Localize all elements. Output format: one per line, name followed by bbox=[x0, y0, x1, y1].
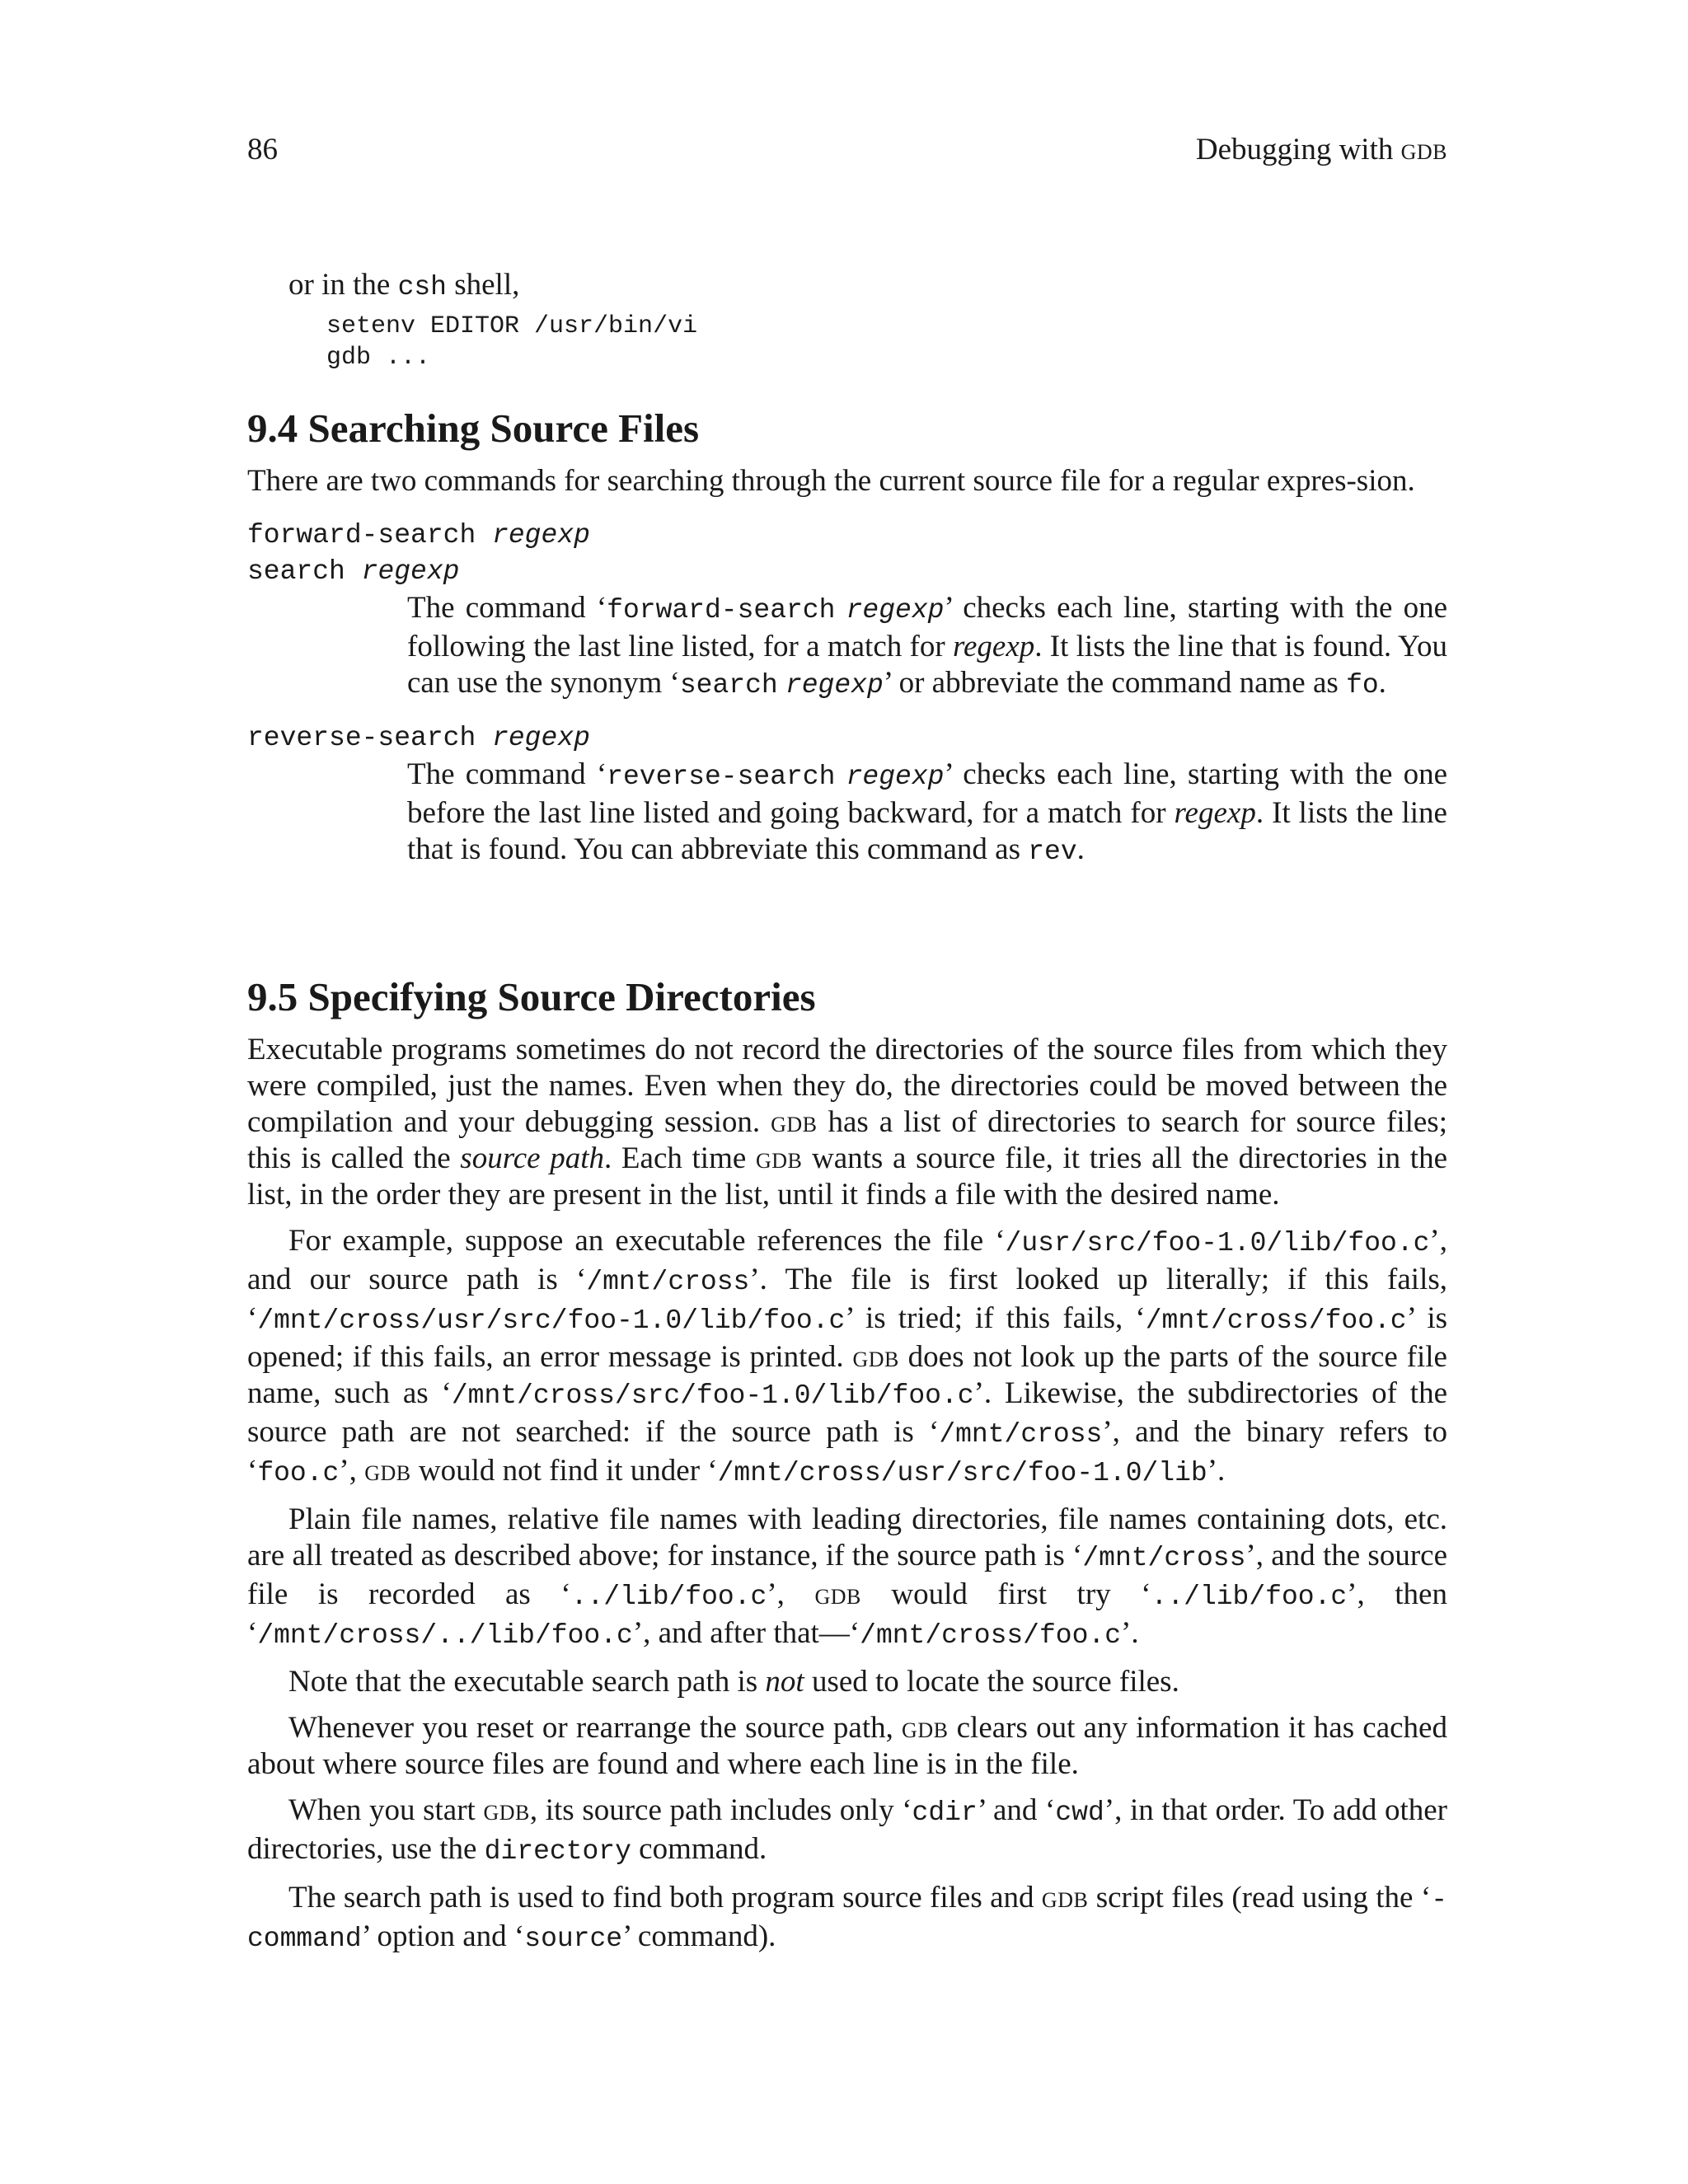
paragraph: Whenever you reset or rearrange the source path, gdb clears out any information it has cached about where source files are found and where each line is in the file. bbox=[247, 1711, 1447, 1781]
intro-text: or in the csh shell, bbox=[288, 268, 520, 302]
document-page bbox=[247, 0, 1447, 2184]
definition-term: search regexp bbox=[247, 556, 460, 587]
section-heading: 9.5 Specifying Source Directories bbox=[247, 974, 816, 1019]
definition-list bbox=[247, 518, 1447, 870]
definition-term: forward-search regexp bbox=[247, 520, 590, 551]
definition-term: reverse-search regexp bbox=[247, 723, 590, 753]
definition-description: The command ‘reverse-search regexp’ checks each line, starting with the one before the last line listed and going backward, for a match for regexp. It lists the line that is found. You can abbreviate this command as rev. bbox=[407, 757, 1447, 867]
intro-code-block bbox=[326, 311, 1447, 373]
intro-block bbox=[247, 267, 1447, 373]
definition-description: The command ‘forward-search regexp’ checks each line, starting with the one following the last line listed, for a match for regexp. It lists the line that is found. You can use the synonym ‘search regexp’ or abbreviate the command name as fo. bbox=[407, 591, 1447, 701]
running-title: Debugging with gdb bbox=[1195, 133, 1447, 166]
section-intro-paragraph: There are two commands for searching through the current source file for a regular expres-sion. bbox=[247, 464, 1415, 498]
paragraph: For example, suppose an executable references the file ‘/usr/src/foo-1.0/lib/foo.c’, and our source path is ‘/mnt/cross’. The file is first looked up literally; if this fails, ‘/mnt/cross/usr/src/foo-1.0/lib/foo.c’ is tried; if this fails, ‘/mnt/cross/foo.c’ is opened; if this fails, an error message is printed. gdb does not look up the parts of the source file name, such as ‘/mnt/cross/src/foo-1.0/lib/foo.c’. Likewise, the subdirectories of the source path are not searched: if the source path is ‘/mnt/cross’, and the binary refers to ‘foo.c’, gdb would not find it under ‘/mnt/cross/usr/src/foo-1.0/lib’. bbox=[247, 1224, 1448, 1488]
paragraph: The search path is used to find both program source files and gdb script files (read using the ‘-command’ option and ‘source’ command). bbox=[247, 1881, 1447, 1954]
section-heading: 9.4 Searching Source Files bbox=[247, 405, 700, 451]
page-number: 86 bbox=[247, 133, 278, 166]
paragraph: When you start gdb, its source path includes only ‘cdir’ and ‘cwd’, in that order. To add other directories, use the directory command. bbox=[247, 1793, 1447, 1867]
section-9-5 bbox=[247, 972, 1447, 1957]
paragraph: Plain file names, relative file names with leading directories, file names containing dots, etc. are all treated as described above; for instance, if the source path is ‘/mnt/cross’, and the source file is recorded as ‘../lib/foo.c’, gdb would first try ‘../lib/foo.c’, then ‘/mnt/cross/../lib/foo.c’, and after that—‘/mnt/cross/foo.c’. bbox=[247, 1502, 1447, 1651]
paragraph: Note that the executable search path is not used to locate the source files. bbox=[288, 1665, 1179, 1699]
code-line: setenv EDITOR /usr/bin/vi bbox=[326, 312, 698, 340]
code-line: gdb ... bbox=[326, 344, 431, 372]
paragraph: Executable programs sometimes do not record the directories of the source files from which they were compiled, just the names. Even when they do, the directories could be moved between the compilation and your debugging session. gdb has a list of directories to search for source files; this is called the source path. Each time gdb wants a source file, it tries all the directories in the list, in the order they are present in the list, until it finds a file with the desired name. bbox=[247, 1033, 1448, 1212]
section-9-4 bbox=[247, 404, 1447, 870]
